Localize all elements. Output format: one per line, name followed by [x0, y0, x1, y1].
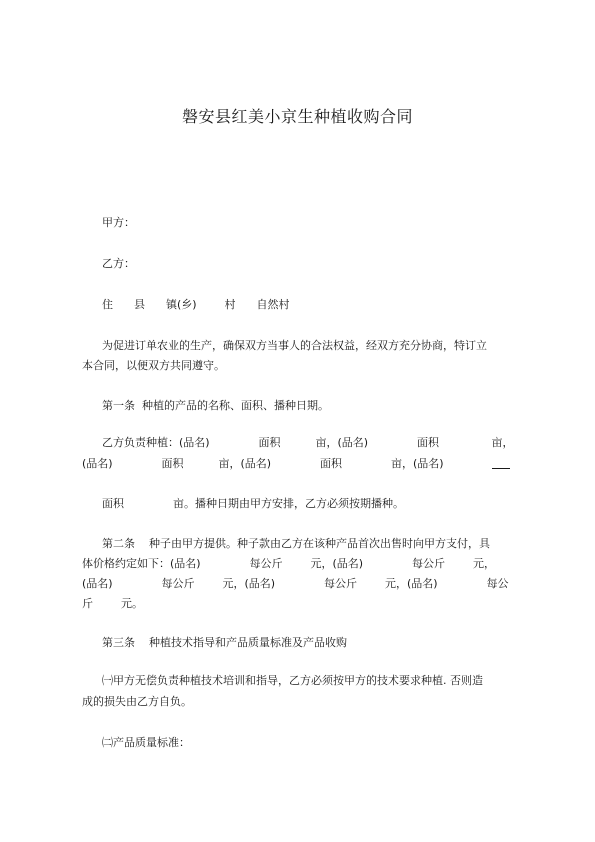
- article-1-heading: 第一条 种植的产品的名称、面积、播种日期。: [102, 399, 329, 412]
- article-3-item-1-line-2: 成的损失由乙方自负。: [82, 695, 192, 708]
- article-2-line-4: 斤 元。: [82, 597, 143, 610]
- intro-line-1: 为促进订单农业的生产，确保双方当事人的合法权益，经双方充分协商，特订立: [102, 339, 487, 352]
- address-line: 住 县 镇(乡) 村 自然村: [102, 298, 290, 311]
- article-3-item-2: ㈡产品质量标准：: [102, 736, 190, 749]
- document-title: 磐安县红美小京生种植收购合同: [181, 107, 413, 126]
- article-1-line-3: 面积 亩。播种日期由甲方安排，乙方必须按期播种。: [102, 497, 404, 510]
- article-2-line-1: 第二条 种子由甲方提供。种子款由乙方在该种产品首次出售时向甲方支付，具: [102, 537, 490, 550]
- article-1-line-1: 乙方负责种植：(品名) 面积 亩，(品名) 面积 亩，: [102, 436, 514, 449]
- party-b-label: 乙方：: [102, 257, 135, 270]
- article-2-line-2: 体价格约定如下：(品名) 每公斤 元，(品名) 每公斤 元，: [82, 557, 496, 570]
- intro-line-2: 本合同，以便双方共同遵守。: [82, 359, 225, 372]
- blank-underline: [492, 468, 510, 469]
- article-3-heading: 第三条 种植技术指导和产品质量标准及产品收购: [102, 636, 347, 649]
- article-2-line-3: (品名) 每公斤 元，(品名) 每公斤 元，(品名) 每公: [82, 577, 509, 590]
- party-a-label: 甲方：: [102, 216, 135, 229]
- article-1-line-2: (品名) 面积 亩，(品名) 面积 亩，(品名): [82, 457, 444, 470]
- article-3-item-1-line-1: ㈠甲方无偿负责种植技术培训和指导，乙方必须按甲方的技术要求种植. 否则造: [102, 674, 483, 687]
